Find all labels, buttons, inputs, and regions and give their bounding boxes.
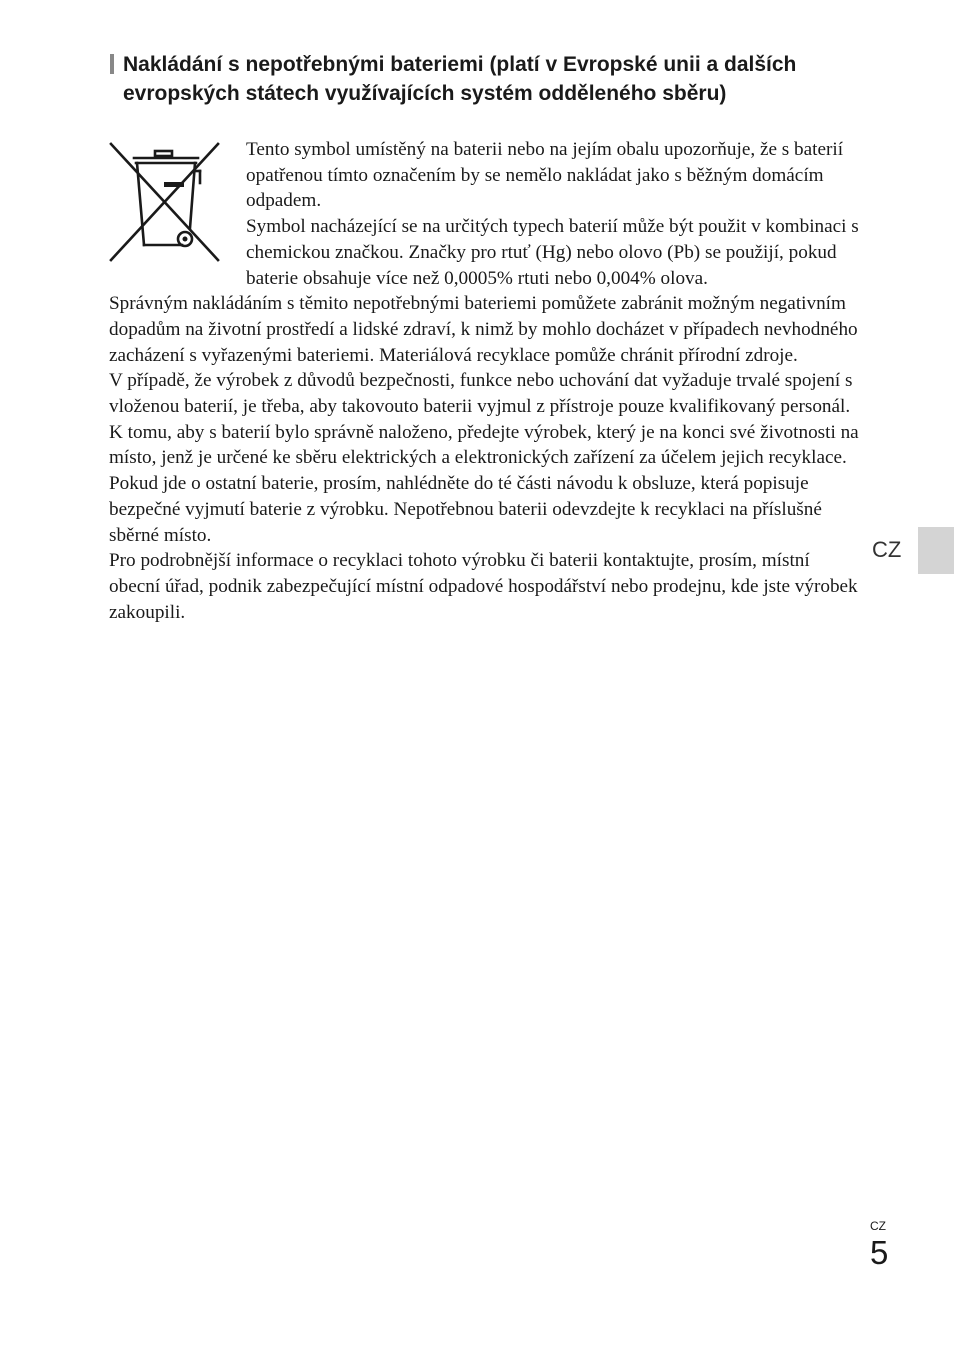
paragraph: Tento symbol umístěný na baterii nebo na jejím obalu upozorňuje, že s baterií opatřenou tímto označením by se nemělo nakládat jako s běžným domácím odpadem.	[246, 139, 844, 212]
paragraph: Pokud jde o ostatní baterie, prosím, nahlédněte do té části návodu k obsluze, která popisuje bezpečné vyjmutí baterie z výrobku. Nepotřebnou baterii odevzdejte k recyklaci na příslušné sběrné místo.	[109, 473, 822, 546]
page-language-code: CZ	[870, 1219, 886, 1233]
page-number: 5	[870, 1234, 889, 1271]
paragraph: K tomu, aby s baterií bylo správně naloženo, předejte výrobek, který je na konci své životnosti na místo, jenž je určené ke sběru elektrických a elektronických zařízení za účelem jejich recyklace.	[109, 421, 859, 469]
section-heading	[110, 50, 850, 108]
language-side-label: CZ	[872, 537, 902, 562]
language-side-tab	[918, 527, 954, 574]
paragraph: Symbol nacházející se na určitých typech baterií může být použit v kombinaci s chemickou značkou. Značky pro rtuť (Hg) nebo olovo (Pb) se použijí, pokud baterie obsahuje více než 0,0005% rtuti nebo 0,004% olova.	[246, 216, 859, 289]
heading-text: Nakládání s nepotřebnými bateriemi (platí v Evropské unii a dalších evropských státech využívajících systém odděleného sběru)	[123, 53, 797, 105]
paragraph: Pro podrobnější informace o recyklaci tohoto výrobku či baterii kontaktujte, prosím, místní obecní úřad, podnik zabezpečující místní odpadové hospodářství nebo prodejnu, kde jste výrobek zakoupili.	[109, 550, 858, 623]
icon-wrap-space	[109, 137, 246, 291]
heading-marker	[110, 54, 114, 74]
paragraph: V případě, že výrobek z důvodů bezpečnosti, funkce nebo uchování dat vyžaduje trvalé spojení s vloženou baterií, je třeba, aby takovouto baterii vyjmul z přístroje pouze kvalifikovaný personál.	[109, 370, 853, 418]
paragraph: Správným nakládáním s těmito nepotřebnými bateriemi pomůžete zabránit možným negativním dopadům na životní prostředí a lidské zdraví, k nimž by mohlo docházet v případech nevhodného zacházení s vyřazenými bateriemi. Materiálová recyklace pomůže chránit přírodní zdroje.	[109, 293, 858, 366]
section-body	[109, 137, 859, 625]
